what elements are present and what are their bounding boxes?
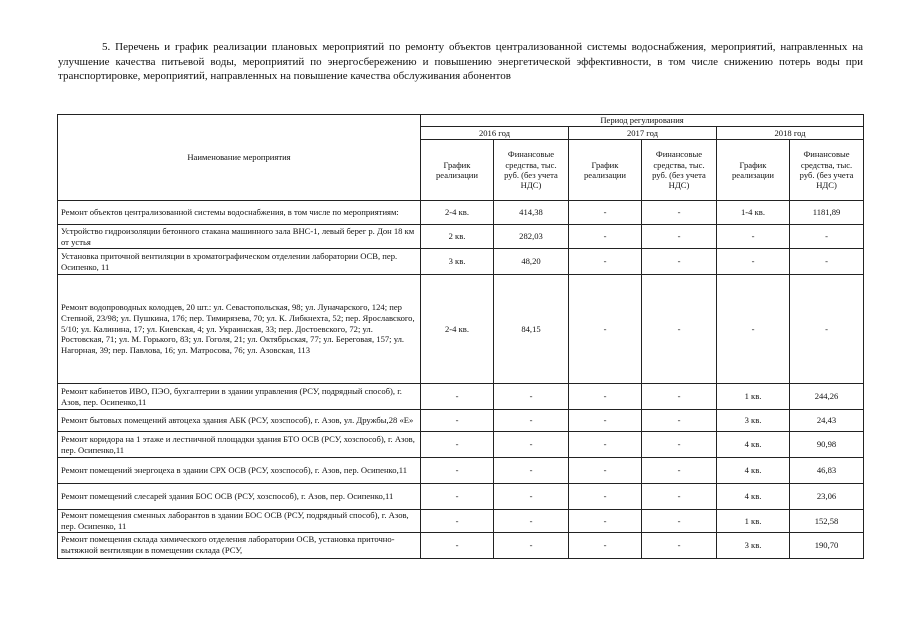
cell-schedule-2017: - (569, 249, 642, 275)
cell-finance-2018: 152,58 (790, 510, 864, 533)
cell-finance-2018: 23,06 (790, 484, 864, 510)
year-header-2018: 2018 год (717, 127, 864, 140)
table-row (58, 510, 864, 533)
cell-schedule-2018: 4 кв. (717, 432, 790, 458)
row-name: Ремонт бытовых помещений автоцеха здания АБК (РСУ, хозспособ), г. Азов, ул. Дружбы,28 «Е» (58, 410, 421, 432)
finance-header-2017: Финансовые средства, тыс. руб. (без учета НДС) (642, 140, 717, 201)
section-heading: 5. Перечень и график реализации плановых мероприятий по ремонту объектов централизованной системы водоснабжения, мероприятий, направленных на улучшение качества питьевой воды, мероприятий по энергосбережению и повышению энергетической эффективности, в том числе снижению потерь воды при транспортировке, мероприятий, направленных на повышение качества обслуживания абонентов (58, 41, 863, 82)
plan-table (57, 114, 864, 559)
table-row (58, 225, 864, 249)
cell-finance-2016: - (494, 510, 569, 533)
cell-schedule-2018: 4 кв. (717, 458, 790, 484)
table-row (58, 249, 864, 275)
cell-schedule-2016: 2 кв. (421, 225, 494, 249)
cell-finance-2017: - (642, 532, 717, 558)
cell-schedule-2016: - (421, 532, 494, 558)
cell-schedule-2018: 3 кв. (717, 532, 790, 558)
cell-schedule-2017: - (569, 432, 642, 458)
cell-finance-2017: - (642, 249, 717, 275)
cell-schedule-2018: 1 кв. (717, 384, 790, 410)
cell-schedule-2018: 1-4 кв. (717, 201, 790, 225)
cell-schedule-2018: - (717, 249, 790, 275)
row-name: Ремонт помещений слесарей здания БОС ОСВ (РСУ, хозспособ), г. Азов, пер. Осипенко,11 (58, 484, 421, 510)
cell-finance-2017: - (642, 201, 717, 225)
cell-finance-2017: - (642, 275, 717, 384)
cell-finance-2016: - (494, 432, 569, 458)
table-row (58, 432, 864, 458)
table-row (58, 484, 864, 510)
cell-schedule-2017: - (569, 484, 642, 510)
cell-finance-2016: 414,38 (494, 201, 569, 225)
year-header-2017: 2017 год (569, 127, 717, 140)
cell-finance-2017: - (642, 484, 717, 510)
cell-finance-2018: 1181,89 (790, 201, 864, 225)
table-row (58, 532, 864, 558)
cell-schedule-2017: - (569, 201, 642, 225)
cell-schedule-2018: - (717, 275, 790, 384)
cell-schedule-2018: - (717, 225, 790, 249)
column-header-name: Наименование мероприятия (58, 115, 421, 201)
cell-finance-2018: 190,70 (790, 532, 864, 558)
schedule-header-2018: График реализации (717, 140, 790, 201)
cell-finance-2017: - (642, 410, 717, 432)
cell-finance-2016: 84,15 (494, 275, 569, 384)
cell-schedule-2016: 3 кв. (421, 249, 494, 275)
cell-finance-2016: - (494, 410, 569, 432)
cell-schedule-2016: 2-4 кв. (421, 275, 494, 384)
cell-schedule-2016: - (421, 432, 494, 458)
cell-finance-2016: 282,03 (494, 225, 569, 249)
schedule-header-2016: График реализации (421, 140, 494, 201)
table-row (58, 458, 864, 484)
cell-finance-2016: - (494, 532, 569, 558)
cell-finance-2016: - (494, 458, 569, 484)
table-row (58, 201, 864, 225)
finance-header-2018: Финансовые средства, тыс. руб. (без учета НДС) (790, 140, 864, 201)
row-name: Ремонт помещения сменных лаборантов в здании БОС ОСВ (РСУ, подрядный способ), г. Азов, пер. Осипенко, 11 (58, 510, 421, 533)
cell-finance-2017: - (642, 432, 717, 458)
row-name: Устройство гидроизоляции бетонного стакана машинного зала ВНС-1, левый берег р. Дон 18 км от устья (58, 225, 421, 249)
row-name: Ремонт объектов централизованной системы водоснабжения, в том числе по мероприятиям: (58, 201, 421, 225)
table-row (58, 410, 864, 432)
cell-finance-2018: 244,26 (790, 384, 864, 410)
year-header-2016: 2016 год (421, 127, 569, 140)
cell-schedule-2017: - (569, 275, 642, 384)
cell-schedule-2016: - (421, 484, 494, 510)
cell-finance-2017: - (642, 458, 717, 484)
cell-schedule-2017: - (569, 458, 642, 484)
cell-finance-2018: - (790, 275, 864, 384)
cell-schedule-2016: 2-4 кв. (421, 201, 494, 225)
cell-finance-2018: 24,43 (790, 410, 864, 432)
cell-finance-2018: - (790, 225, 864, 249)
cell-finance-2018: - (790, 249, 864, 275)
table-row (58, 275, 864, 384)
cell-finance-2016: - (494, 484, 569, 510)
cell-schedule-2017: - (569, 410, 642, 432)
cell-schedule-2018: 3 кв. (717, 410, 790, 432)
cell-schedule-2017: - (569, 225, 642, 249)
row-name: Ремонт помещения склада химического отделения лаборатории ОСВ, установка приточно-вытяжной вентиляции в помещении склада (РСУ, (58, 532, 421, 558)
row-name: Установка приточной вентиляции в хроматографическом отделении лаборатории ОСВ, пер. Осипенко, 11 (58, 249, 421, 275)
cell-schedule-2018: 4 кв. (717, 484, 790, 510)
cell-finance-2018: 90,98 (790, 432, 864, 458)
cell-finance-2016: 48,20 (494, 249, 569, 275)
cell-finance-2016: - (494, 384, 569, 410)
cell-schedule-2016: - (421, 384, 494, 410)
row-name: Ремонт помещений энергоцеха в здании СРХ ОСВ (РСУ, хозспособ), г. Азов, пер. Осипенко,11 (58, 458, 421, 484)
row-name: Ремонт водопроводных колодцев, 20 шт.: ул. Севастопольская, 98; ул. Луначарского, 124; пер Степной, 23/98; ул. Пушкина, 176; пер. Тимирязева, 70; ул. К. Либкнехта, 52; пер. Ярославского, 5/10; ул. Калинина, 17; ул. Киевская, 4; ул. Украинская, 33; пер. Достоевского, 72; ул. Ростовская, 71; ул. М. Горького, 83; ул. Гоголя, 21; ул. Октябрьская, 77; ул. Береговая, 157; ул. Нагорная, 39; пер. Павлова, 16; ул. Матросова, 76; ул. Азовская, 113 (58, 275, 421, 384)
period-header: Период регулирования (421, 115, 864, 127)
table-row (58, 384, 864, 410)
cell-finance-2017: - (642, 510, 717, 533)
cell-finance-2017: - (642, 384, 717, 410)
finance-header-2016: Финансовые средства, тыс. руб. (без учета НДС) (494, 140, 569, 201)
row-name: Ремонт кабинетов ИВО, ПЭО, бухгалтерии в здании управления (РСУ, подрядный способ), г. Азов, пер. Осипенко,11 (58, 384, 421, 410)
cell-schedule-2017: - (569, 510, 642, 533)
cell-schedule-2016: - (421, 410, 494, 432)
row-name: Ремонт коридора на 1 этаже и лестничной площадки здания БТО ОСВ (РСУ, хозспособ), г. Азов, пер. Осипенко,11 (58, 432, 421, 458)
cell-schedule-2017: - (569, 384, 642, 410)
schedule-header-2017: График реализации (569, 140, 642, 201)
cell-finance-2018: 46,83 (790, 458, 864, 484)
cell-schedule-2018: 1 кв. (717, 510, 790, 533)
cell-schedule-2017: - (569, 532, 642, 558)
cell-finance-2017: - (642, 225, 717, 249)
cell-schedule-2016: - (421, 458, 494, 484)
cell-schedule-2016: - (421, 510, 494, 533)
